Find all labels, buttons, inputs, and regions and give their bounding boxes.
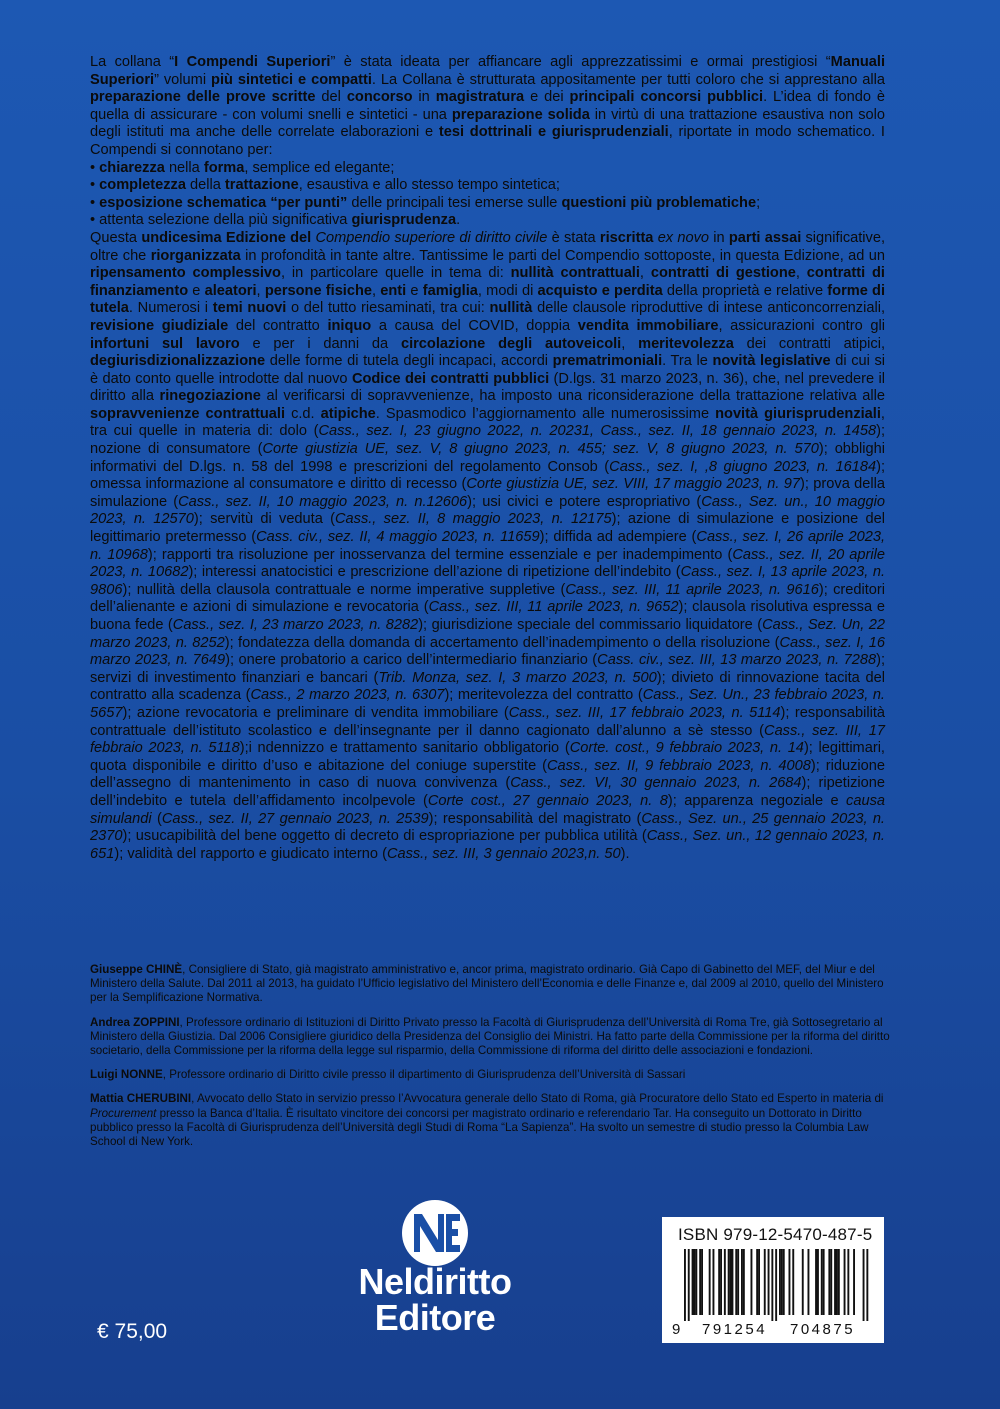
text-run: questioni più problematiche <box>561 194 757 211</box>
text-run: più sintetici e compatti <box>211 71 372 88</box>
text-run: (D.lgs. 31 marzo 2023, n. 36), che, nel prevedere il diritto alla <box>90 370 885 405</box>
text-run: iniquo <box>327 317 372 334</box>
barcode-bar <box>713 1249 715 1315</box>
text-run: , assicurazioni contro gli <box>718 317 885 334</box>
text-run: esposizione schematica “per punti” <box>99 194 348 211</box>
barcode-bar <box>823 1249 825 1315</box>
barcode-bar <box>789 1249 791 1315</box>
text-run: ); validità del rapporto e giudicato interno ( <box>114 845 387 862</box>
text-run: Codice dei contratti pubblici <box>351 370 550 387</box>
barcode-bar <box>756 1249 758 1315</box>
barcode-digits-right: 704875 <box>790 1321 856 1338</box>
text-run: Cass. civ., sez. III, 13 marzo 2023, n. 7288 <box>597 652 877 669</box>
barcode-bar <box>838 1249 840 1315</box>
text-run: Cass., sez. III, 3 gennaio 2023,n. 50 <box>386 845 621 862</box>
text-run: ); omessa informazione al consumatore e diritto di recesso ( <box>90 458 885 493</box>
text-run: , <box>621 335 639 352</box>
text-run: temi nuovi <box>212 300 287 317</box>
text-run: Giuseppe CHINÈ <box>90 963 183 976</box>
text-run: nullità <box>489 300 533 317</box>
text-run: Cass., sez. I, 23 marzo 2023, n. 8282 <box>172 617 419 633</box>
barcode-bar <box>741 1249 743 1315</box>
text-run: aleatori <box>204 282 257 299</box>
barcode-bar <box>863 1249 865 1321</box>
text-run: completezza <box>99 177 186 194</box>
text-run: . Spasmodico l’aggiornamento alle numerosissime <box>375 405 716 422</box>
text-run: rinegoziazione <box>159 388 261 405</box>
text-run: prematrimoniali <box>552 353 663 370</box>
barcode-digit-lead: 9 <box>672 1321 681 1338</box>
text-run: Cass., sez. I, 16 marzo 2023, n. 7649 <box>90 634 885 669</box>
text-run: significative, oltre che <box>90 229 886 264</box>
text-run: vendita immobiliare <box>577 317 719 334</box>
barcode-digits-left: 791254 <box>702 1321 768 1338</box>
text-run: Cass., sez. II, 27 gennaio 2023, n. 2539 <box>161 810 429 827</box>
author-bio <box>90 963 890 1006</box>
isbn-barcode <box>662 1217 884 1343</box>
barcode-bar <box>728 1249 730 1315</box>
publisher-logo <box>330 1198 540 1348</box>
text-run: ); legittimari, quota disponibile e diritto d’uso e abitazione del coniuge superstite ( <box>90 740 885 774</box>
barcode-bar <box>720 1249 722 1315</box>
text-run: della <box>185 177 225 194</box>
authors-bios <box>90 963 890 1159</box>
text-run: , <box>256 282 265 299</box>
barcode-bar <box>847 1249 849 1315</box>
barcode-bar <box>768 1249 770 1315</box>
edition-paragraph <box>90 230 885 863</box>
barcode-bar <box>730 1249 732 1315</box>
text-run: chiarezza <box>99 159 165 176</box>
text-run: Luigi NONNE <box>90 1068 163 1082</box>
barcode-bar <box>781 1249 783 1315</box>
text-run: ); onere probatorio a carico dell’intermediario finanziario ( <box>225 652 598 669</box>
text-run: Cass., sez. I, ,8 giugno 2023, n. 16184 <box>609 458 877 475</box>
publisher-name-line2: Editore <box>374 1297 496 1338</box>
text-run: , Consigliere di Stato, già magistrato amministrativo e, ancor prima, magistrato ordinario. Già Capo di Gabinetto del MEF, del Miur e del Ministero della Salute. Dal 2011 al 2013, ha guidato l’Ufficio legislativo del Ministero dell’Economia e delle Finanze e, dal 2009 al 2010, quello del Ministero per la Semplificazione Normativa. <box>90 963 884 1005</box>
text-run: . La Collana è strutturata appositamente per tutti coloro che si apprestano alla <box>371 71 885 88</box>
text-run: al verificarsi di sopravvenienze, ha imposto una riconsiderazione della trattazione relativa alle <box>260 388 886 405</box>
text-run: Manuali Superiori <box>90 54 885 88</box>
text-run: Cass. civ., sez. II, 4 maggio 2023, n. 11659 <box>256 529 540 546</box>
price-label: € 75,00 <box>97 1320 168 1343</box>
barcode-bars <box>670 1249 876 1321</box>
text-run: acquisto e perdita <box>537 282 663 299</box>
barcode-bar <box>853 1249 855 1315</box>
barcode-bar <box>692 1249 694 1315</box>
text-run: Cass., 2 marzo 2023, n. 6307 <box>250 687 445 704</box>
text-run: ); usucapibilità del bene oggetto di decreto di espropriazione per pubblica utilità ( <box>122 828 647 845</box>
text-run: riorganizzata <box>150 247 241 264</box>
text-run: , Professore ordinario di Diritto civile presso il dipartimento di Giurisprudenza dell’Università di Sassari <box>162 1068 686 1082</box>
text-run: ); azione di simulazione e posizione del legittimario pretermesso ( <box>90 511 885 546</box>
text-run: presso la Banca d’Italia. È risultato vincitore dei concorsi per magistrato ordinario e referendario Tar. Ha conseguito un Dottorato in Diritto pubblico presso la Facoltà di Giurisprudenza dell’Università degli Studi di Roma “La Sapienza”. Ha svolto un semestre di studio presso la Columbia Law School di New York. <box>90 1106 869 1149</box>
text-run: concorso <box>346 89 413 106</box>
text-run: in virtù di una trattazione esaustiva non solo degli istituti ma anche delle correlate elaborazioni e <box>90 106 885 141</box>
text-run: ); usi civici e potere espropriativo ( <box>467 493 702 510</box>
text-run: è stata <box>547 229 600 246</box>
text-run: ); ripetizione dell’indebito e tutela dell’affidamento incolpevole ( <box>90 775 885 809</box>
text-run: , in particolare quelle in tema di: <box>280 265 511 282</box>
text-run: Cass., Sez. Un., 23 febbraio 2023, n. 5657 <box>90 687 885 721</box>
text-run: c.d. <box>285 405 321 422</box>
text-run: del <box>315 89 347 106</box>
text-run: novità giurisprudenziali <box>715 405 881 422</box>
text-run: ); creditori dell’alienante e azioni di simulazione e revocatoria ( <box>90 581 885 616</box>
text-run: ); fondatezza della domanda di accertamento dell’inadempimento o della risoluzione ( <box>224 634 780 651</box>
text-run: La collana “ <box>90 54 175 70</box>
barcode-bar <box>844 1249 846 1315</box>
text-run: , Professore ordinario di Istituzioni di Diritto Privato presso la Facoltà di Giurisprudenza dell’Università di Roma Tre, già Sottosegretario al Ministero della Giustizia. Dal 2006 Consigliere giuridico della Presidenza del Consiglio dei Ministri. Ha fatto parte della Commissione per la riforma del diritto societario, della Commissione per la riforma della legge sul risparmio, della Commissione di riforma del diritto delle associazioni e fondazioni. <box>90 1015 890 1058</box>
barcode-bar <box>688 1249 690 1321</box>
text-run: a causa del COVID, doppia <box>371 317 578 334</box>
text-run: • <box>90 159 100 176</box>
publisher-name-line1: Neldiritto <box>358 1261 512 1302</box>
text-run: o del tutto riesaminati, tra cui: <box>286 300 490 317</box>
text-run: ); meritevolezza del contratto ( <box>444 687 643 704</box>
text-run: preparazione solida <box>451 106 590 123</box>
barcode-bar <box>792 1249 794 1315</box>
text-run: Cass., sez. I, 26 aprile 2023, n. 10968 <box>90 529 885 563</box>
text-run: ); nullità della clausola contrattuale e norme imperative suppletive ( <box>122 581 566 598</box>
text-run: tesi dottrinali e giurisprudenziali <box>438 124 669 141</box>
barcode-bar <box>828 1249 830 1315</box>
barcode-bar <box>783 1249 785 1315</box>
text-run: ); servitù di veduta ( <box>193 511 335 528</box>
text-run: ); apparenza negoziale e <box>667 792 847 809</box>
barcode-bar <box>718 1249 720 1315</box>
text-run: • <box>90 194 100 211</box>
barcode-bar <box>684 1249 686 1321</box>
barcode-bar <box>815 1249 817 1315</box>
text-run: , semplice ed elegante; <box>244 159 395 176</box>
text-run: delle clausole riproduttive di intese anticoncorrenziali, <box>532 300 885 317</box>
barcode-bar <box>724 1249 726 1315</box>
text-run: , <box>372 282 381 299</box>
text-run: famiglia <box>422 282 478 299</box>
text-run: Questa <box>90 229 142 246</box>
barcode-bar <box>737 1249 739 1315</box>
text-run: e <box>188 282 205 299</box>
text-run: , esaustiva e allo stesso tempo sintetica; <box>298 177 560 194</box>
text-run: ripensamento complessivo <box>90 265 281 282</box>
barcode-bar <box>699 1249 701 1315</box>
text-run: Cass., Sez. un., 25 gennaio 2023, n. 2370 <box>90 810 885 845</box>
text-run: ); divieto di rinnovazione tacita del contratto alla scadenza ( <box>90 669 885 704</box>
intro-paragraph <box>90 54 885 160</box>
text-run: dei contratti atipici, <box>733 335 886 352</box>
text-run: Cass., sez. III, 17 febbraio 2023, n. 5118 <box>90 722 885 757</box>
text-run: );i ndennizzo e trattamento sanitario obbligatorio ( <box>239 740 570 757</box>
feature-list-item <box>90 212 885 230</box>
barcode-bar <box>830 1249 832 1315</box>
text-run: ); giurisdizione speciale del commissario liquidatore ( <box>418 617 763 633</box>
text-run: Cass., sez. I, 23 giugno 2022, n. 20231, Cass., sez. II, 18 gennaio 2023, n. 1458 <box>318 423 877 440</box>
text-run: Andrea ZOPPINI <box>90 1015 180 1029</box>
text-run: forma <box>203 159 245 176</box>
text-run: nullità contrattuali <box>510 265 640 282</box>
text-run: , <box>639 265 651 282</box>
text-run: Cass., sez. III, 17 febbraio 2023, n. 5114 <box>508 704 781 721</box>
text-run: Trib. Monza, sez. I, 3 marzo 2023, n. 500 <box>378 669 657 686</box>
barcode-bar <box>695 1249 697 1315</box>
text-run: ); responsabilità del magistrato ( <box>428 810 642 827</box>
text-run: Cass., Sez. un., 10 maggio 2023, n. 12570 <box>90 493 885 528</box>
text-run: • attenta selezione della più significativa <box>90 212 352 229</box>
barcode-bar <box>732 1249 734 1315</box>
text-run: Cass., sez. II, 8 maggio 2023, n. 12175 <box>335 511 612 528</box>
text-run: novità legislative <box>712 353 831 370</box>
feature-list-item <box>90 177 885 195</box>
text-run: contratti di finanziamento <box>90 265 885 299</box>
text-run: Cass., Sez. Un, 22 marzo 2023, n. 8252 <box>90 617 885 651</box>
text-run: nella <box>164 159 204 176</box>
text-run: ); rapporti tra risoluzione per inosservanza del termine essenziale e per inadempimento ( <box>147 546 733 563</box>
barcode-bar <box>771 1249 773 1321</box>
text-run: delle forme di tutela degli incapaci, accordi <box>265 353 553 370</box>
text-run: in <box>412 89 436 106</box>
barcode-bar <box>817 1249 819 1315</box>
text-run: principali concorsi pubblici <box>569 89 764 106</box>
text-run: I Compendi Superiori <box>174 54 331 70</box>
text-run: ); prova della simulazione ( <box>90 476 885 510</box>
text-run: , Avvocato dello Stato in servizio presso l’Avvocatura generale dello Stato di Roma, già Procuratore dello Stato ed Esperto in materia di <box>191 1092 884 1106</box>
text-run: , riportate in modo schematico. I Compendi si connotano per: <box>90 124 885 158</box>
text-run: Corte giustizia UE, sez. V, 8 giugno 2023, n. 455; sez. V, 8 giugno 2023, n. 570 <box>262 441 819 458</box>
text-run: di cui si è dato conto quelle introdotte dal nuovo <box>90 353 885 387</box>
text-run: e per i danni da <box>239 335 401 352</box>
barcode-bar <box>821 1249 823 1315</box>
text-run: , modi di <box>477 282 538 299</box>
author-bio <box>90 1068 890 1082</box>
text-run: meritevolezza <box>638 335 734 352</box>
text-run: Cass., sez. III, 11 aprile 2023, n. 9652 <box>428 599 679 616</box>
text-run: Procurement <box>90 1106 157 1120</box>
barcode-bar <box>694 1249 696 1315</box>
text-run: . <box>456 212 461 229</box>
text-run: ); azione revocatoria e preliminare di vendita immobiliare ( <box>122 704 509 721</box>
text-run: . Tra le <box>662 353 713 370</box>
text-run: circolazione degli autoveicoli <box>400 335 622 352</box>
text-run: e dei <box>524 89 570 106</box>
text-run: della proprietà e relative <box>662 282 828 299</box>
barcode-bar <box>764 1249 766 1315</box>
text-run: e <box>406 282 423 299</box>
text-run: infortuni sul lavoro <box>90 335 240 352</box>
text-run: ” volumi <box>154 71 212 88</box>
barcode-bar <box>743 1249 745 1315</box>
text-run: Cass., sez. I, 13 aprile 2023, n. 9806 <box>90 564 885 598</box>
text-run: riscritta <box>599 229 654 246</box>
text-run: ); riduzione dell’assegno di mantenimento in caso di nuova convivenza ( <box>90 757 885 792</box>
text-run: Cass., sez. II, 20 aprile 2023, n. 10682 <box>90 546 885 581</box>
text-run: Cass., sez. VI, 30 gennaio 2023, n. 2684 <box>510 775 802 792</box>
barcode-bar <box>735 1249 737 1315</box>
barcode-bar <box>802 1249 804 1315</box>
text-run: Compendio superiore di diritto civile <box>315 229 548 246</box>
barcode-bar <box>834 1249 836 1315</box>
text-run: . L’idea di fondo è quella di assicurare - con volumi snelli e sintetici - una <box>90 89 885 123</box>
feature-list-item <box>90 160 885 178</box>
back-cover-description <box>90 54 885 863</box>
text-run: Corte cost., 27 gennaio 2023, n. 8 <box>427 792 668 809</box>
text-run: Mattia CHERUBINI <box>90 1092 192 1106</box>
barcode-bar <box>758 1249 760 1315</box>
text-run: enti <box>380 282 407 299</box>
text-run: ex novo <box>657 229 709 246</box>
text-run: ); nozione di consumatore ( <box>90 423 886 458</box>
text-run: Cass., Sez. un., 12 gennaio 2023, n. 651 <box>90 828 885 862</box>
text-run: del contratto <box>228 317 328 334</box>
text-run: magistratura <box>435 89 525 106</box>
text-run: • <box>90 177 100 194</box>
barcode-bar <box>866 1249 868 1321</box>
text-run: Corte giustizia UE, sez. VIII, 17 maggio 2023, n. 97 <box>466 476 801 493</box>
text-run: ); responsabilità contrattuale dell’istituto scolastico e dell’insegnante per il danno cagionato dall’alunno a sè stesso ( <box>90 704 885 739</box>
text-run: ); servizi di investimento finanziari e bancari ( <box>90 652 885 686</box>
text-run: sopravvenienze contrattuali <box>90 405 286 422</box>
text-run: ); clausola risolutiva espressa e buona fede ( <box>90 599 886 633</box>
text-run: ); obblighi informativi del D.lgs. n. 58 del 1998 e prescrizioni del regolamento Consob ( <box>90 441 886 475</box>
text-run: . Numerosi i <box>128 300 213 317</box>
text-run: ” è stata ideata per affiancare agli apprezzatissimi e ormai prestigiosi “ <box>330 54 831 70</box>
barcode-bar <box>701 1249 703 1315</box>
text-run: in <box>709 229 729 246</box>
text-run: degiurisdizionalizzazione <box>90 353 266 370</box>
barcode-bar <box>808 1249 810 1315</box>
text-run: revisione giudiziale <box>90 317 229 334</box>
feature-list <box>90 160 885 230</box>
isbn-number: ISBN 979-12-5470-487-5 <box>678 1225 873 1244</box>
text-run: atipiche <box>320 405 376 422</box>
barcode-bar <box>836 1249 838 1315</box>
text-run: trattazione <box>224 177 299 194</box>
text-run: ; <box>756 194 761 211</box>
text-run: forme di tutela <box>90 282 886 317</box>
publisher-name <box>330 1261 540 1338</box>
text-run: parti assai <box>728 229 802 246</box>
barcode-bar <box>775 1249 777 1321</box>
text-run: ); diffida ad adempiere ( <box>539 529 697 546</box>
text-run: ). <box>620 845 630 862</box>
author-bio <box>90 1016 890 1059</box>
text-run: , <box>795 265 807 282</box>
text-run: undicesima Edizione del <box>141 229 316 246</box>
text-run: preparazione delle prove scritte <box>90 89 316 106</box>
text-run: Cass., sez. II, 9 febbraio 2023, n. 4008 <box>547 757 811 774</box>
barcode-bar <box>751 1249 753 1315</box>
text-run: contratti di gestione <box>650 265 796 282</box>
text-run: ); interessi anatocistici e prescrizione dell’azione di ripetizione dell’indebito ( <box>188 564 681 581</box>
barcode-bar <box>779 1249 781 1315</box>
text-run: , tra cui quelle in materia di: dolo ( <box>90 405 885 440</box>
text-run: causa simulandi <box>90 792 885 827</box>
feature-list-item <box>90 195 885 213</box>
text-run: ( <box>151 810 162 827</box>
text-run: Corte. cost., 9 febbraio 2023, n. 14 <box>569 740 804 757</box>
text-run: Cass., sez. III, 11 aprile 2023, n. 9616 <box>565 581 819 598</box>
barcode-bar <box>709 1249 711 1315</box>
text-run: giurisprudenza <box>351 212 457 229</box>
author-bio <box>90 1092 890 1149</box>
text-run: persone fisiche <box>264 282 373 299</box>
text-run: delle principali tesi emerse sulle <box>347 194 562 211</box>
text-run: in profondità in tante altre. Tantissime le parti del Compendio sottoposte, in questa Edizione, ad un <box>240 247 885 264</box>
ne-monogram-icon <box>400 1198 470 1268</box>
text-run: Cass., sez. II, 10 maggio 2023, n. n.12606 <box>178 493 468 510</box>
